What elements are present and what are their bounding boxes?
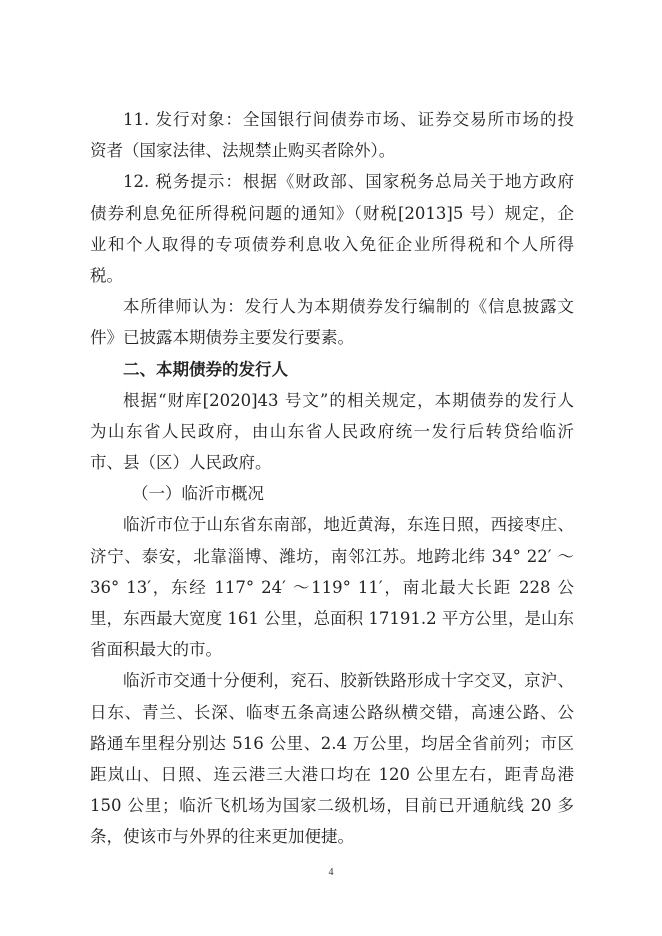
text-line: 里，东西最大宽度 161 公里，总面积 17191.2 平方公里，是山东 — [90, 609, 574, 628]
text-line: 临沂市位于山东省东南部，地近黄海，东连日照，西接枣庄、 — [123, 515, 574, 535]
text-line: 日东、青兰、长深、临枣五条高速公路纵横交错，高速公路、公 — [90, 702, 574, 722]
text-line: 临沂市交通十分便利，兖石、胶新铁路形成十字交叉，京沪、 — [123, 671, 574, 691]
text-line: 业和个人取得的专项债券利息收入免征企业所得税和个人所得 — [90, 234, 574, 254]
text-line: 济宁、泰安，北靠淄博、潍坊，南邻江苏。地跨北纬 34° 22′ ～ — [90, 546, 574, 566]
text-line: 省面积最大的市。 — [90, 640, 222, 660]
text-line: 件》已披露本期债券主要发行要素。 — [90, 328, 354, 348]
text-line: 债券利息免征所得税问题的通知》（财税[2013]5 号）规定，企 — [90, 203, 574, 223]
text-line: 条，使该市与外界的往来更加便捷。 — [90, 827, 354, 847]
text-line: 本所律师认为：发行人为本期债券发行编制的《信息披露文 — [123, 297, 574, 317]
text-line: 为山东省人民政府，由山东省人民政府统一发行后转贷给临沂 — [90, 421, 574, 441]
subsection-heading: （一）临沂市概况 — [132, 484, 264, 504]
text-line: 路通车里程分别达 516 公里、2.4 万公里，均居全省前列；市区 — [90, 733, 574, 753]
text-line: 根据“财库[2020]43 号文”的相关规定，本期债券的发行人 — [123, 390, 574, 410]
text-line: 距岚山、日照、连云港三大港口均在 120 公里左右，距青岛港 — [90, 764, 574, 784]
text-line: 150 公里；临沂飞机场为国家二级机场，目前已开通航线 20 多 — [90, 796, 574, 816]
text-line: 11. 发行对象：全国银行间债券市场、证券交易所市场的投 — [123, 110, 574, 129]
text-line: 税。 — [90, 265, 123, 285]
section-heading: 二、本期债券的发行人 — [123, 359, 288, 379]
text-line: 12. 税务提示：根据《财政部、国家税务总局关于地方政府 — [123, 172, 574, 192]
document-body — [90, 104, 574, 853]
text-line: 资者（国家法律、法规禁止购买者除外）。 — [90, 141, 396, 161]
page-number: 4 — [328, 867, 334, 878]
text-line: 市、县（区）人民政府。 — [90, 453, 272, 473]
text-line: 36° 13′，东经 117° 24′ ～119° 11′，南北最大长距 228 公 — [90, 577, 574, 597]
